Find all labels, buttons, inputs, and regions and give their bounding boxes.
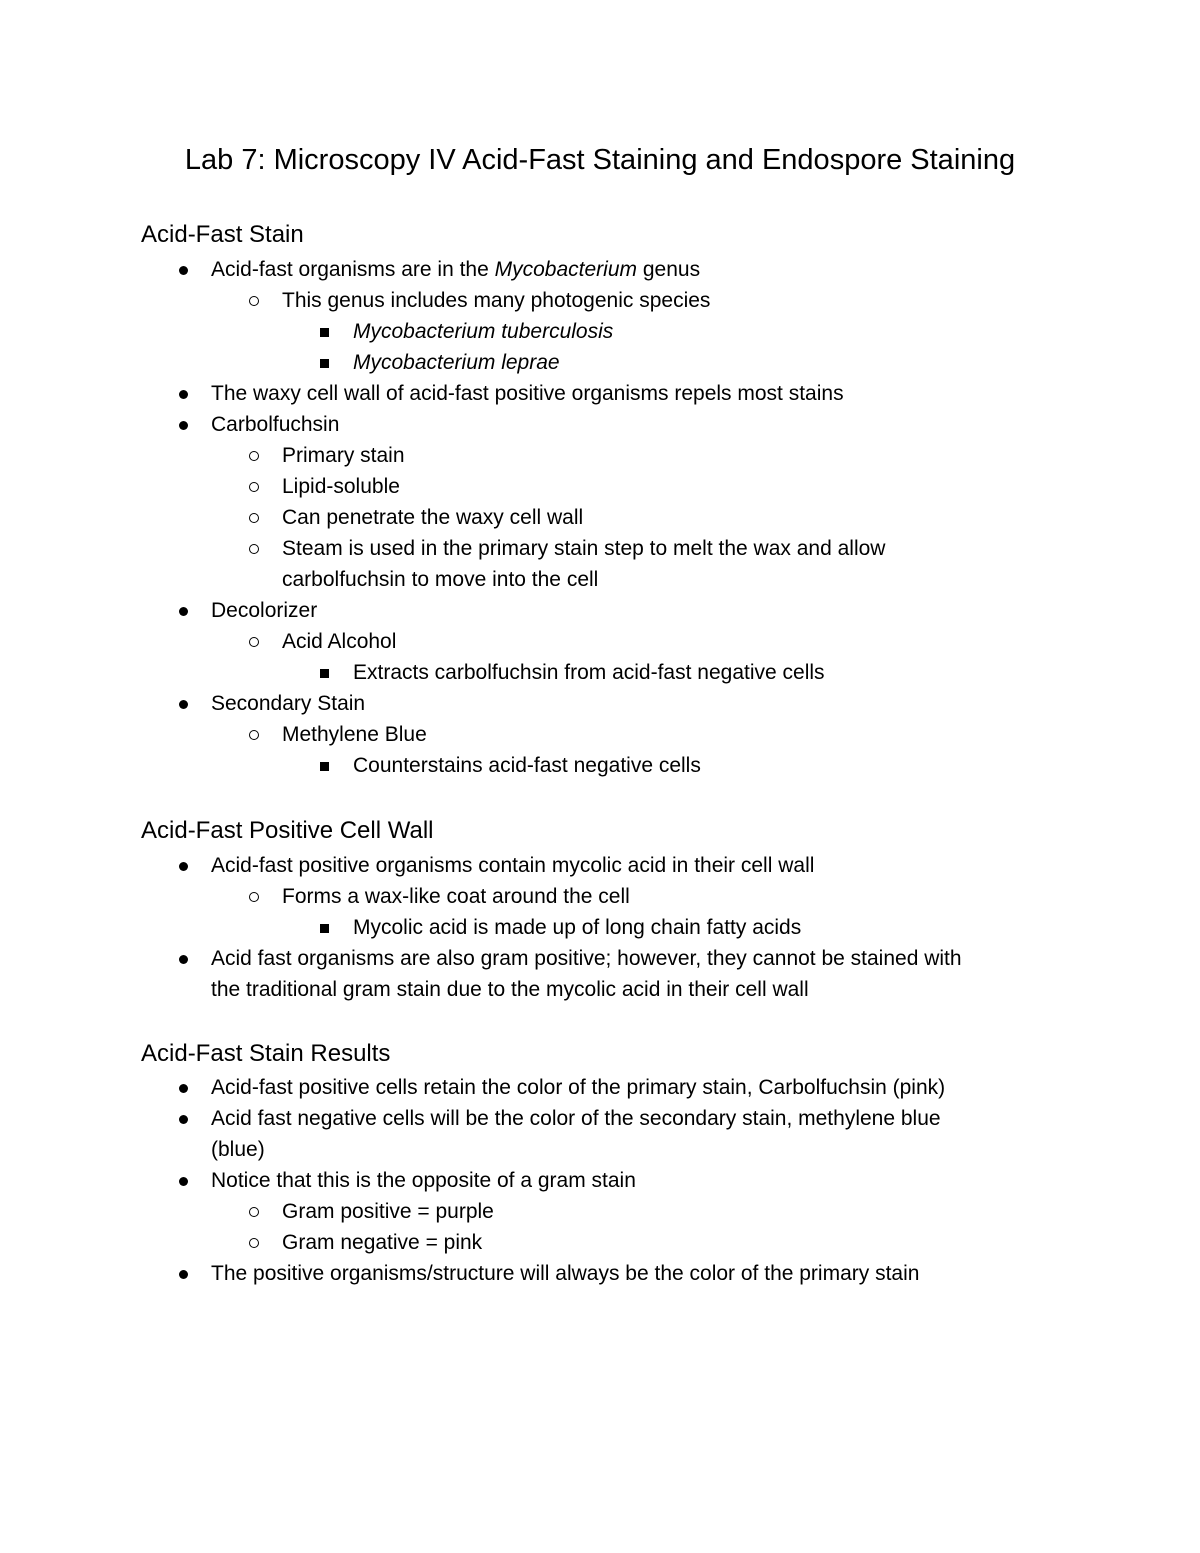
acid-fast-stain-list xyxy=(0,254,885,781)
item-text: carbolfuchsin to move into the cell xyxy=(282,568,599,591)
section-heading-acid-fast-stain-results: Acid-Fast Stain Results xyxy=(141,1040,391,1067)
item-text: The waxy cell wall of acid-fast positive organisms repels most stains xyxy=(211,382,844,405)
list-item xyxy=(0,533,885,564)
list-item xyxy=(0,850,962,881)
list-item xyxy=(0,1227,945,1258)
bullet-disc-icon xyxy=(179,955,188,964)
list-item xyxy=(0,881,962,912)
list-item xyxy=(0,471,885,502)
item-text: Acid-fast positive organisms contain mycolic acid in their cell wall xyxy=(211,854,815,877)
bullet-square-icon xyxy=(320,328,329,337)
item-text: Acid Alcohol xyxy=(282,630,397,653)
list-item xyxy=(0,347,885,378)
bullet-disc-icon xyxy=(179,1115,188,1124)
list-item-continuation xyxy=(0,564,885,595)
list-item xyxy=(0,912,962,943)
item-text: Lipid-soluble xyxy=(282,475,400,498)
item-text: Primary stain xyxy=(282,444,405,467)
item-text: Steam is used in the primary stain step to melt the wax and allow xyxy=(282,537,886,560)
list-item xyxy=(0,378,885,409)
item-text: Methylene Blue xyxy=(282,723,427,746)
list-item xyxy=(0,316,885,347)
page-title: Lab 7: Microscopy IV Acid-Fast Staining and Endospore Staining xyxy=(184,144,1016,176)
bullet-disc-icon xyxy=(179,1084,188,1093)
item-text: The positive organisms/structure will always be the color of the primary stain xyxy=(211,1262,920,1285)
list-item xyxy=(0,750,885,781)
item-text: Acid-fast organisms are in the xyxy=(211,258,495,281)
item-text: Gram positive = purple xyxy=(282,1200,494,1223)
list-item xyxy=(0,1103,945,1134)
item-text: Carbolfuchsin xyxy=(211,413,340,436)
bullet-circle-icon xyxy=(249,1207,259,1217)
list-item xyxy=(0,1072,945,1103)
item-text: Decolorizer xyxy=(211,599,318,622)
bullet-disc-icon xyxy=(179,1177,188,1186)
item-text: Acid-fast positive cells retain the color of the primary stain, Carbolfuchsin (pink) xyxy=(211,1076,946,1099)
item-text: Secondary Stain xyxy=(211,692,366,715)
bullet-circle-icon xyxy=(249,637,259,647)
item-text: the traditional gram stain due to the mycolic acid in their cell wall xyxy=(211,978,809,1001)
item-text: Counterstains acid-fast negative cells xyxy=(353,754,701,777)
list-item xyxy=(0,657,885,688)
genus-name: Mycobacterium xyxy=(494,258,638,281)
bullet-circle-icon xyxy=(249,730,259,740)
item-text: This genus includes many photogenic species xyxy=(282,289,711,312)
list-item xyxy=(0,1258,945,1289)
item-text: Acid fast negative cells will be the color of the secondary stain, methylene blue xyxy=(211,1107,941,1130)
list-item xyxy=(0,595,885,626)
list-item xyxy=(0,440,885,471)
bullet-square-icon xyxy=(320,762,329,771)
item-text: Extracts carbolfuchsin from acid-fast negative cells xyxy=(353,661,825,684)
item-text: Forms a wax-like coat around the cell xyxy=(282,885,630,908)
item-text: Notice that this is the opposite of a gram stain xyxy=(211,1169,636,1192)
section-heading-acid-fast-stain: Acid-Fast Stain xyxy=(141,221,304,248)
bullet-circle-icon xyxy=(249,1238,259,1248)
list-item xyxy=(0,502,885,533)
species-name: Mycobacterium tuberculosis xyxy=(353,320,614,343)
cell-wall-list xyxy=(0,850,962,1005)
bullet-disc-icon xyxy=(179,266,188,275)
list-item xyxy=(0,688,885,719)
item-text: Can penetrate the waxy cell wall xyxy=(282,506,584,529)
list-item-continuation xyxy=(0,1134,945,1165)
bullet-disc-icon xyxy=(179,700,188,709)
bullet-disc-icon xyxy=(179,1270,188,1279)
list-item xyxy=(0,254,885,285)
list-item xyxy=(0,943,962,974)
item-text: Gram negative = pink xyxy=(282,1231,483,1254)
bullet-disc-icon xyxy=(179,421,188,430)
bullet-disc-icon xyxy=(179,862,188,871)
bullet-square-icon xyxy=(320,924,329,933)
bullet-disc-icon xyxy=(179,390,188,399)
bullet-circle-icon xyxy=(249,892,259,902)
bullet-square-icon xyxy=(320,669,329,678)
bullet-circle-icon xyxy=(249,513,259,523)
bullet-circle-icon xyxy=(249,482,259,492)
item-text: Acid fast organisms are also gram positive; however, they cannot be stained with xyxy=(211,947,962,970)
list-item xyxy=(0,1165,945,1196)
bullet-disc-icon xyxy=(179,607,188,616)
list-item xyxy=(0,409,885,440)
list-item xyxy=(0,285,885,316)
section-heading-acid-fast-positive-cell-wall: Acid-Fast Positive Cell Wall xyxy=(141,817,434,844)
bullet-square-icon xyxy=(320,359,329,368)
bullet-circle-icon xyxy=(249,296,259,306)
item-text: (blue) xyxy=(211,1138,265,1161)
stain-results-list xyxy=(0,1072,945,1289)
species-name: Mycobacterium leprae xyxy=(353,351,560,374)
list-item xyxy=(0,626,885,657)
bullet-circle-icon xyxy=(249,544,259,554)
list-item-continuation xyxy=(0,974,962,1005)
item-text: Mycolic acid is made up of long chain fatty acids xyxy=(353,916,802,939)
list-item xyxy=(0,1196,945,1227)
item-text: genus xyxy=(637,258,701,281)
list-item xyxy=(0,719,885,750)
bullet-circle-icon xyxy=(249,451,259,461)
